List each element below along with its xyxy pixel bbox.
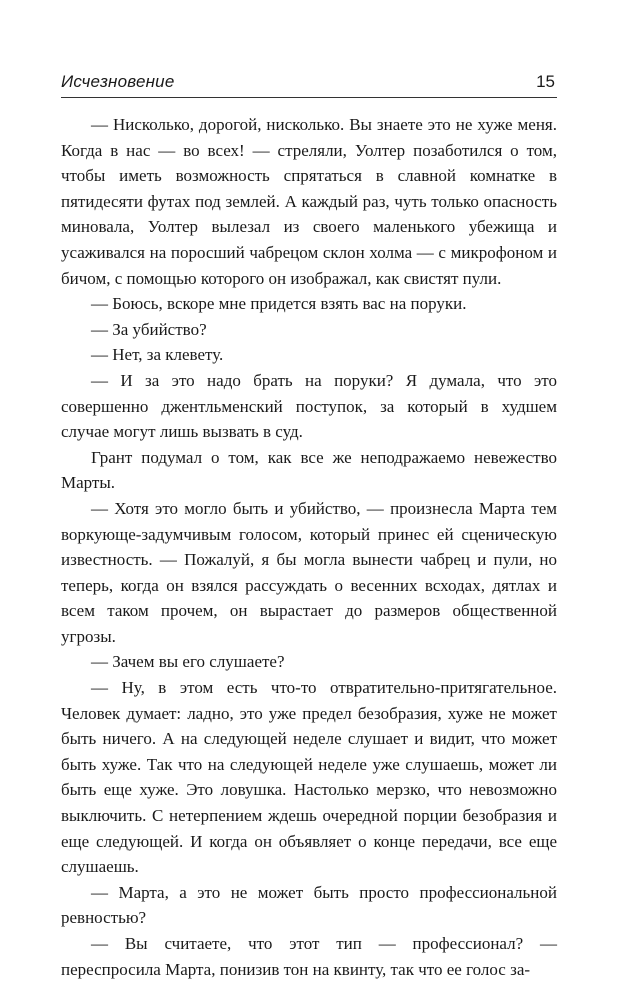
paragraph: — Хотя это могло быть и убийство, — произнесла Марта тем воркующе-задумчивым голосом, который принес ей сценическую известность. — Пожалуй, я бы могла вынести чабрец и пули, но теперь, когда он взялся рассуждать о весенних всходах, дятлах и всем таком прочем, он вырастает до размеров общественной угрозы. (61, 498, 557, 646)
paragraph: — Марта, а это не может быть просто профессиональной ревностью? (61, 882, 557, 928)
paragraph: — Нисколько, дорогой, нисколько. Вы знаете это не хуже меня. Когда в нас — во всех! — стреляли, Уолтер позаботился о том, чтобы иметь возможность спрятаться в славной комнатке в пятидесяти футах под землей. А каждый раз, чуть только опасность миновала, Уолтер вылезал из своего маленького убежища и усаживался на поросший чабрецом склон холма — с микрофоном и бичом, с помощью которого он изображал, как свистят пули. (61, 115, 557, 288)
book-title: Исчезновение (61, 72, 175, 91)
paragraph: — Боюсь, вскоре мне придется взять вас на поруки. (91, 294, 467, 314)
page-number: 15 (536, 72, 555, 91)
paragraph: — Вы считаете, что этот тип — профессионал? — переспросила Марта, понизив тон на квинту, так что ее голос за- (61, 934, 557, 979)
paragraph: — Ну, в этом есть что-то отвратительно-притягательное. Человек думает: ладно, это уже предел безобразия, хуже не может быть ничего. А на следующей неделе слушает и видит, что может быть хуже. Так что на следующей неделе уже слушаешь, может ли быть еще хуже. Это ловушка. Настолько мерзко, что невозможно выключить. С нетерпением ждешь очередной порции безобразия и еще следующей. И когда он объявляет о конце передачи, все еще слушаешь. (61, 678, 557, 877)
paragraph: — Нет, за клевету. (91, 345, 224, 365)
paragraph: — Зачем вы его слушаете? (91, 652, 285, 672)
text-body (61, 112, 557, 982)
running-header (61, 70, 557, 98)
paragraph: — За убийство? (91, 319, 207, 339)
paragraph: Грант подумал о том, как все же неподражаемо невежество Марты. (61, 447, 557, 493)
paragraph: — И за это надо брать на поруки? Я думала, что это совершенно джентльменский поступок, за который в худшем случае могут лишь вызвать в суд. (61, 370, 557, 442)
header-rule (61, 97, 557, 98)
